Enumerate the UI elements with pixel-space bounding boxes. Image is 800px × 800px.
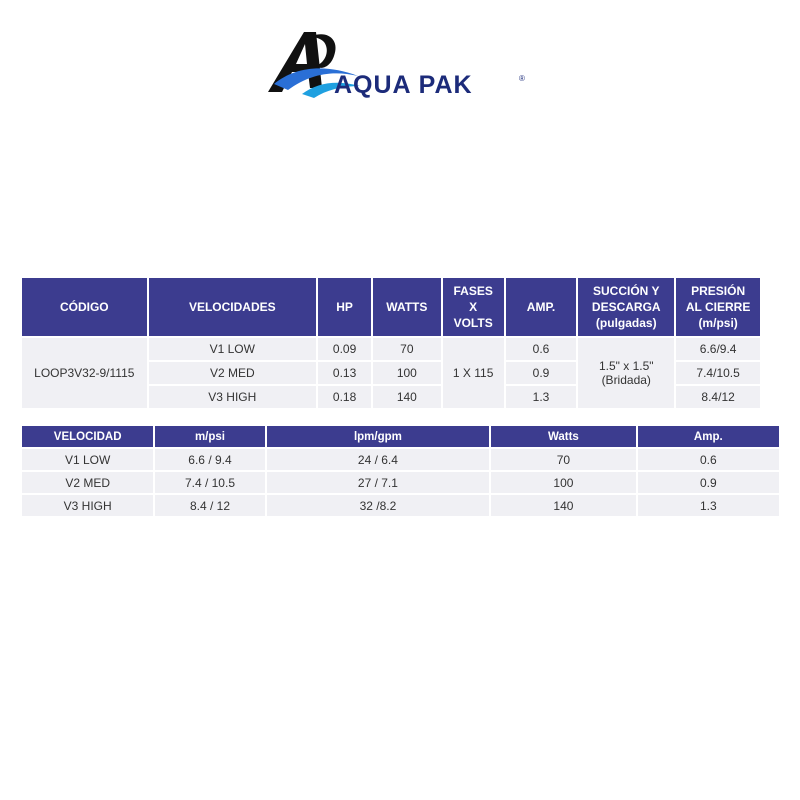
performance-header-row xyxy=(22,426,779,447)
header-amp: AMP. xyxy=(506,278,576,336)
table-row xyxy=(22,472,779,493)
watts-cell: 70 xyxy=(373,338,440,360)
succion-size: 1.5" x 1.5" xyxy=(598,359,654,373)
amp-cell: 0.6 xyxy=(506,338,576,360)
header-velocidad: VELOCIDAD xyxy=(22,426,153,447)
lpm-gpm-cell: 24 / 6.4 xyxy=(267,449,490,470)
fases-volts-cell: 1 X 115 xyxy=(443,338,504,408)
watts-cell: 140 xyxy=(373,386,440,408)
succion-type: (Bridada) xyxy=(601,373,651,387)
table-row xyxy=(22,449,779,470)
velocidad-cell: V3 HIGH xyxy=(22,495,153,516)
specs-table xyxy=(20,276,762,410)
header-fases-volts xyxy=(443,278,504,336)
presion-cell: 7.4/10.5 xyxy=(676,362,760,384)
amp-cell: 1.3 xyxy=(638,495,779,516)
hp-cell: 0.13 xyxy=(318,362,371,384)
amp-cell: 0.9 xyxy=(638,472,779,493)
watts-cell: 100 xyxy=(373,362,440,384)
header-m-psi: m/psi xyxy=(155,426,264,447)
velocidad-cell: V1 LOW xyxy=(149,338,316,360)
specs-header-row xyxy=(22,278,760,336)
velocidad-cell: V3 HIGH xyxy=(149,386,316,408)
header-succion-line: SUCCIÓN Y xyxy=(593,284,660,298)
hp-cell: 0.18 xyxy=(318,386,371,408)
brand-name: AQUA PAK xyxy=(334,71,473,99)
header-presion-line: AL CIERRE xyxy=(685,300,751,314)
header-succion-line: DESCARGA xyxy=(591,300,661,314)
m-psi-cell: 8.4 / 12 xyxy=(155,495,264,516)
lpm-gpm-cell: 32 /8.2 xyxy=(267,495,490,516)
header-codigo: CÓDIGO xyxy=(22,278,147,336)
presion-cell: 8.4/12 xyxy=(676,386,760,408)
watts-cell: 140 xyxy=(491,495,635,516)
watts-cell: 70 xyxy=(491,449,635,470)
succion-descarga-cell xyxy=(578,338,674,408)
header-presion-cierre xyxy=(676,278,760,336)
watts-cell: 100 xyxy=(491,472,635,493)
header-fases-line: X xyxy=(469,300,478,314)
hp-cell: 0.09 xyxy=(318,338,371,360)
header-succion-line: (pulgadas) xyxy=(595,316,657,330)
velocidad-cell: V2 MED xyxy=(149,362,316,384)
registered-mark: ® xyxy=(519,74,525,83)
header-fases-line: VOLTS xyxy=(453,316,493,330)
header-velocidades: VELOCIDADES xyxy=(149,278,316,336)
table-row xyxy=(22,495,779,516)
velocidad-cell: V2 MED xyxy=(22,472,153,493)
performance-table xyxy=(20,424,781,518)
m-psi-cell: 7.4 / 10.5 xyxy=(155,472,264,493)
amp-cell: 0.6 xyxy=(638,449,779,470)
m-psi-cell: 6.6 / 9.4 xyxy=(155,449,264,470)
header-hp: HP xyxy=(318,278,371,336)
lpm-gpm-cell: 27 / 7.1 xyxy=(267,472,490,493)
codigo-cell: LOOP3V32-9/1115 xyxy=(22,338,147,408)
amp-cell: 0.9 xyxy=(506,362,576,384)
header-watts: WATTS xyxy=(373,278,440,336)
brand-logo xyxy=(266,26,536,98)
velocidad-cell: V1 LOW xyxy=(22,449,153,470)
header-lpm-gpm: lpm/gpm xyxy=(267,426,490,447)
presion-cell: 6.6/9.4 xyxy=(676,338,760,360)
header-presion-line: (m/psi) xyxy=(698,316,738,330)
table-row xyxy=(22,338,760,360)
header-amp: Amp. xyxy=(638,426,779,447)
header-fases-line: FASES xyxy=(453,284,493,298)
header-presion-line: PRESIÓN xyxy=(691,284,746,298)
header-succion-descarga xyxy=(578,278,674,336)
header-watts: Watts xyxy=(491,426,635,447)
amp-cell: 1.3 xyxy=(506,386,576,408)
